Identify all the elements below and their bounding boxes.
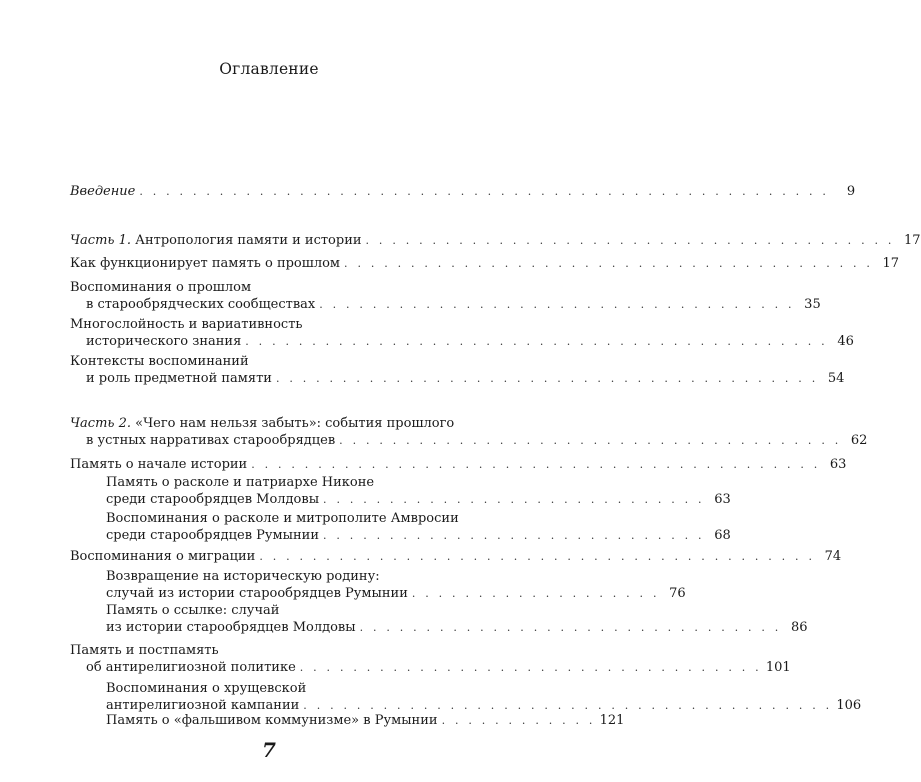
toc-entry-title-cont: среди старообрядцев Молдовы	[106, 492, 320, 507]
toc-entry-title-cont: исторического знания	[86, 334, 242, 349]
toc-entry-title: Память о «фальшивом коммунизме» в Румынии	[106, 713, 438, 728]
dot-leader: . . . . . . . . . . . . . . . . . . . . . . . . . . . . . . . . . . . . . . . .	[303, 699, 833, 712]
toc-entry-title: Воспоминания о миграции	[70, 549, 256, 564]
dot-leader: . . . . . . . . . . . . . . . . . . . . . . . . . . . . . . . . . . . . . . . . . . .	[251, 458, 821, 471]
toc-page-number: 63	[714, 492, 731, 507]
dot-leader: . . . . . . . . . . . .	[441, 714, 596, 727]
page-number-folio: 7	[262, 738, 276, 762]
dot-leader: . . . . . . . . . . . . . . . . . . .	[411, 587, 660, 600]
toc-entry-title-cont: об антирелигиозной политике	[86, 660, 296, 675]
toc-entry-title-cont: среди старообрядцев Румынии	[106, 528, 320, 543]
toc-subentry[interactable]	[106, 712, 625, 729]
toc-page-number: 63	[829, 457, 847, 472]
dot-leader: . . . . . . . . . . . . . . . . . . . . . . . . . . . . .	[323, 493, 705, 506]
dot-leader: . . . . . . . . . . . . . . . . . . . . . . . . . . . . . . . . . . . . . . . . . . . . . . . . . . . .	[139, 185, 830, 198]
toc-subentry[interactable]	[106, 602, 808, 636]
toc-entry[interactable]	[70, 255, 900, 272]
toc-entry-title-cont: в старообрядческих сообществах	[86, 297, 316, 312]
toc-page-number: 17	[882, 256, 900, 271]
toc-entry-title-cont: антирелигиозной кампании	[106, 698, 300, 713]
toc-page-number: 9	[846, 184, 856, 199]
dot-leader: . . . . . . . . . . . . . . . . . . . . . . . . . . . . . . . . . . . . . . . . .	[275, 372, 819, 385]
toc-subentry[interactable]	[106, 474, 731, 508]
dot-leader: . . . . . . . . . . . . . . . . . . . . . . . . . . . . . . . . . . . . . . . .	[344, 257, 874, 270]
dot-leader: . . . . . . . . . . . . . . . . . . . . . . . . . . . . . . . . . . .	[299, 661, 762, 674]
toc-entry-title-cont: в устных нарративах старообрядцев	[86, 433, 336, 448]
toc-entry-title: Память о начале истории	[70, 457, 248, 472]
toc-page-number: 35	[804, 297, 821, 312]
toc-entry[interactable]	[70, 548, 842, 565]
toc-entry-title: Введение	[70, 184, 136, 199]
toc-entry-title: Память о расколе и патриархе Никоне	[106, 475, 375, 490]
dot-leader: . . . . . . . . . . . . . . . . . . . . . . . . . . . . . . . . . . . . . . . .	[365, 234, 895, 247]
toc-entry-title: Часть 1. Антропология памяти и истории	[70, 233, 362, 248]
toc-entry-title-cont: случай из истории старообрядцев Румынии	[106, 586, 408, 601]
toc-entry-title: Возвращение на историческую родину:	[106, 569, 380, 584]
toc-entry-title: Контексты воспоминаний	[70, 354, 249, 369]
dot-leader: . . . . . . . . . . . . . . . . . . . . . . . . . . . . . . . . . . . . . . . . . . . .	[245, 335, 828, 348]
toc-entry-title: Многослойность и вариативность	[70, 317, 303, 332]
toc-entry-title: Память о ссылке: случай	[106, 603, 280, 618]
dot-leader: . . . . . . . . . . . . . . . . . . . . . . . . . . . . . . . . . . . .	[319, 298, 795, 311]
toc-page-number: 76	[669, 586, 686, 601]
dot-leader: . . . . . . . . . . . . . . . . . . . . . . . . . . . . . . . . . . . . . . . . . .	[259, 550, 816, 563]
toc-entry-part-2[interactable]	[70, 415, 868, 449]
toc-entry-introduction[interactable]	[70, 183, 856, 200]
toc-page-number: 17	[904, 233, 921, 248]
toc-page-number: 62	[850, 433, 868, 448]
toc-page-number: 68	[714, 528, 731, 543]
toc-entry[interactable]	[70, 456, 847, 473]
toc-subentry[interactable]	[106, 680, 862, 714]
toc-entry[interactable]	[70, 642, 791, 676]
toc-entry-title: Как функционирует память о прошлом	[70, 256, 341, 271]
toc-entry-title: Часть 2. «Чего нам нельзя забыть»: события прошлого	[70, 416, 455, 431]
toc-page-number: 121	[599, 713, 625, 728]
dot-leader: . . . . . . . . . . . . . . . . . . . . . . . . . . . . . . . . . . . . . .	[339, 434, 842, 447]
toc-page-number: 106	[836, 698, 862, 713]
toc-entry-title: Воспоминания о прошлом	[70, 280, 252, 295]
toc-entry-title: Воспоминания о расколе и митрополите Амвросии	[106, 511, 459, 526]
toc-entry[interactable]	[70, 316, 854, 350]
toc-page-number: 46	[837, 334, 854, 349]
toc-entry-title-cont: и роль предметной памяти	[86, 371, 272, 386]
toc-page-number: 101	[765, 660, 791, 675]
toc-subentry[interactable]	[106, 510, 731, 544]
toc-entry-part-1[interactable]	[70, 232, 921, 249]
toc-entry-title: Воспоминания о хрущевской	[106, 681, 307, 696]
toc-entry[interactable]	[70, 279, 821, 313]
toc-entry-title: Память и постпамять	[70, 643, 219, 658]
toc-entry[interactable]	[70, 353, 845, 387]
toc-subentry[interactable]	[106, 568, 686, 602]
toc-page-number: 86	[790, 620, 808, 635]
toc-entry-title-cont: из истории старообрядцев Молдовы	[106, 620, 356, 635]
toc-page-number: 54	[827, 371, 845, 386]
page-title: Оглавление	[219, 60, 319, 78]
dot-leader: . . . . . . . . . . . . . . . . . . . . . . . . . . . . . . . .	[359, 621, 782, 634]
dot-leader: . . . . . . . . . . . . . . . . . . . . . . . . . . . . .	[323, 529, 705, 542]
toc-page-number: 74	[824, 549, 842, 564]
